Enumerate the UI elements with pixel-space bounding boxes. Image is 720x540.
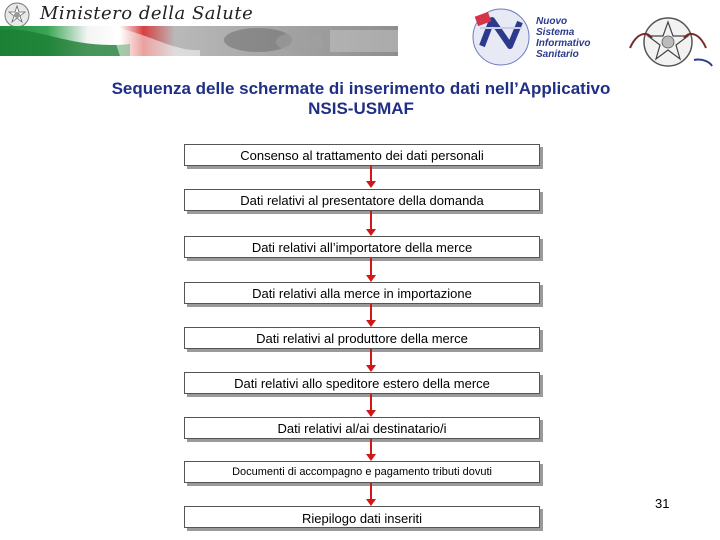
step-produttore: Dati relativi al produttore della merce [184,327,540,349]
arrow-connector [368,166,374,188]
nsis-line: Informativo [536,38,591,49]
step-merce: Dati relativi alla merce in importazione [184,282,540,304]
step-speditore: Dati relativi allo speditore estero della merce [184,372,540,394]
step-riepilogo: Riepilogo dati inseriti [184,506,540,528]
arrow-connector [368,439,374,461]
arrow-connector [368,394,374,417]
step-documenti: Documenti di accompagno e pagamento tributi dovuti [184,461,540,483]
step-destinatario: Dati relativi al/ai destinatario/i [184,417,540,439]
arrow-connector [368,258,374,282]
ministero-title: Ministero della Salute [40,3,254,24]
page-number: 31 [655,496,670,511]
slide-title-line2: NSIS-USMAF [308,99,414,118]
step-consenso: Consenso al trattamento dei dati personali [184,144,540,166]
arrow-connector [368,349,374,372]
step-importatore: Dati relativi all’importatore della merce [184,236,540,258]
step-presentatore: Dati relativi al presentatore della domanda [184,189,540,211]
arrow-connector [368,304,374,327]
nsis-line: Sistema [536,27,575,38]
nsis-line: Nuovo [536,16,568,27]
slide-title-line1: Sequenza delle schermate di inserimento dati nell’Applicativo [111,79,611,98]
arrow-connector [368,211,374,236]
nsis-line: Sanitario [536,49,579,60]
arrow-connector [368,483,374,506]
